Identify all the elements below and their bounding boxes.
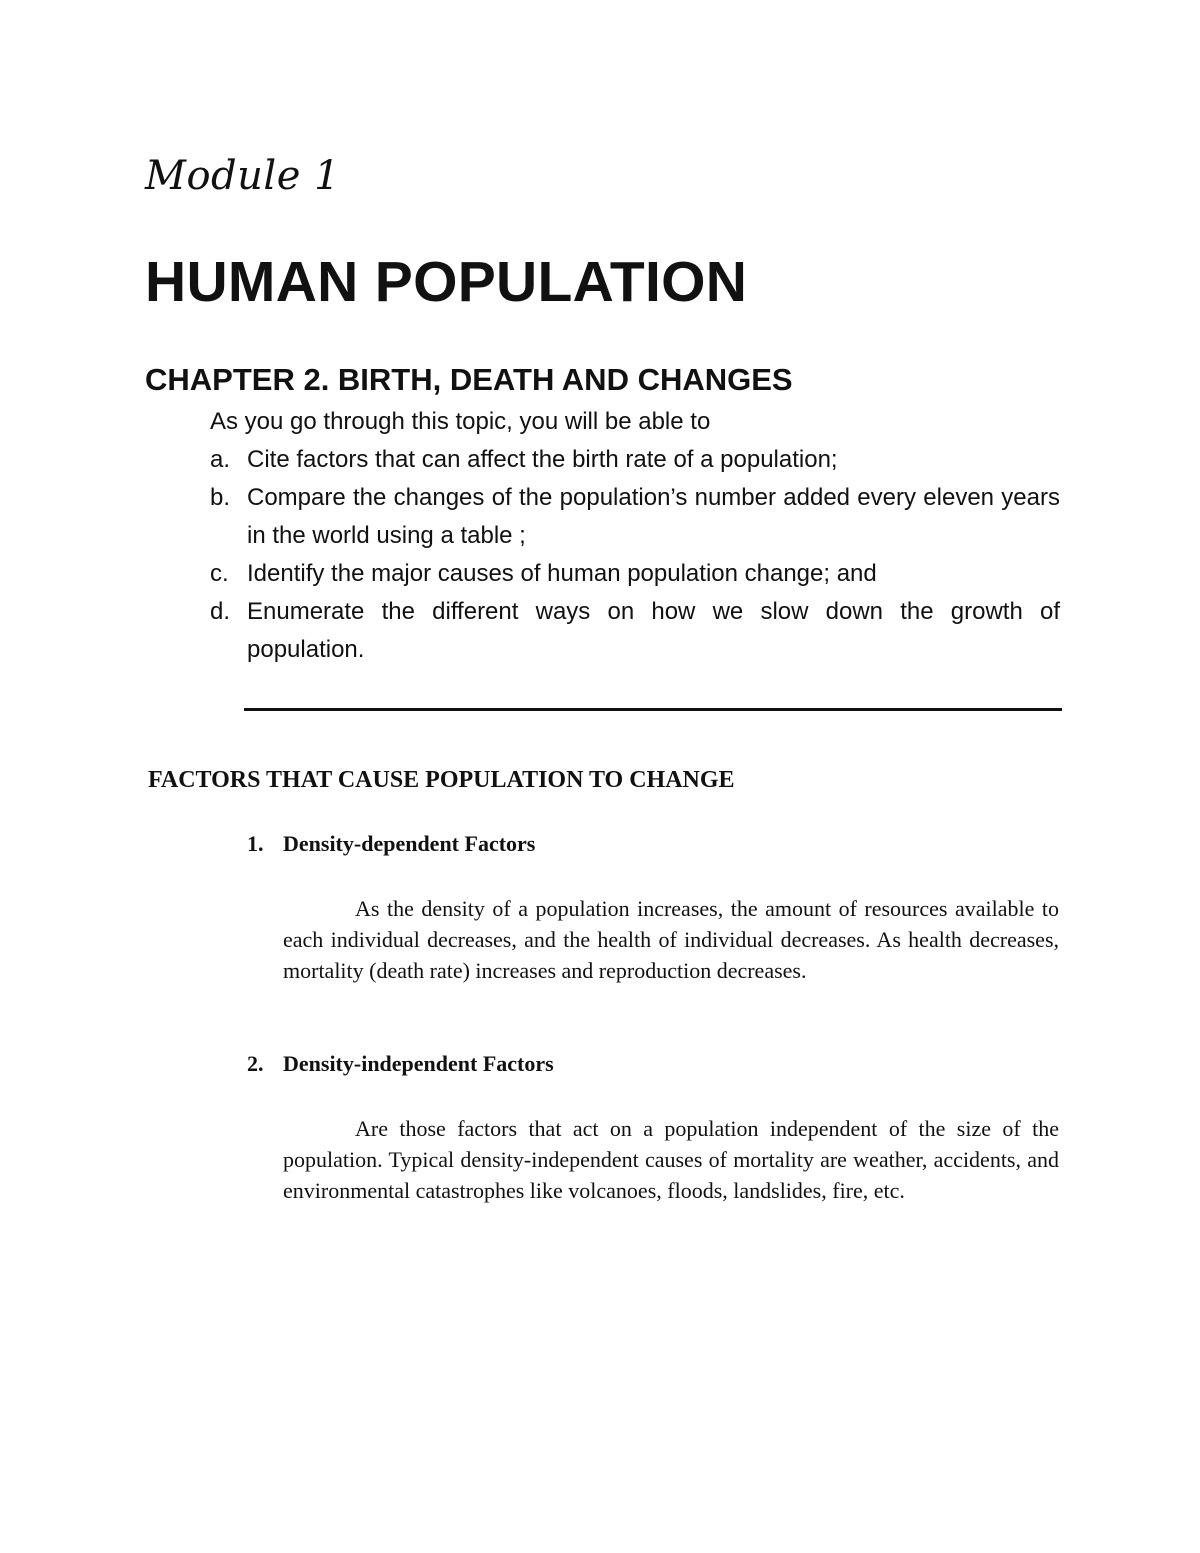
factor-heading-text: Density-dependent Factors — [283, 831, 536, 856]
factor-number: 2. — [247, 1051, 264, 1076]
section-title: FACTORS THAT CAUSE POPULATION TO CHANGE — [148, 767, 735, 793]
objectives-list — [210, 441, 1060, 669]
objectives-intro: As you go through this topic, you will be able to — [210, 408, 711, 435]
list-item-text: Compare the changes of the population’s number added every eleven years in the world using a table ; — [247, 484, 1060, 549]
list-item-letter: a. — [210, 446, 231, 473]
list-item-text: Identify the major causes of human population change; and — [247, 560, 877, 587]
factor-number: 1. — [247, 831, 264, 856]
factor-heading — [247, 829, 535, 859]
factor-heading — [247, 1049, 554, 1079]
list-item-text: Enumerate the different ways on how we slow down the growth of population. — [247, 598, 1060, 663]
factor-paragraph: As the density of a population increases, the amount of resources available to each individual decreases, and the health of individual decreases. As health decreases, mortality (death rate) increases and reproduction decreases. — [283, 896, 1059, 983]
list-item — [210, 555, 1060, 593]
module-label: Module 1 — [145, 153, 341, 199]
chapter-title: CHAPTER 2. BIRTH, DEATH AND CHANGES — [145, 362, 793, 397]
list-item — [210, 441, 1060, 479]
list-item — [210, 479, 1060, 555]
factor-paragraph: Are those factors that act on a population independent of the size of the population. Typical density-independent causes of mortality are weather, accidents, and environmental catastrophes like volcanoes, floods, landslides, fire, etc. — [283, 1116, 1059, 1203]
list-item-letter: c. — [210, 560, 229, 587]
page-title: HUMAN POPULATION — [145, 250, 748, 314]
list-item-letter: d. — [210, 598, 231, 625]
list-item-text: Cite factors that can affect the birth rate of a population; — [247, 446, 838, 473]
factor-heading-text: Density-independent Factors — [283, 1051, 554, 1076]
list-item — [210, 593, 1060, 669]
list-item-letter: b. — [210, 484, 231, 511]
horizontal-divider — [244, 708, 1062, 711]
